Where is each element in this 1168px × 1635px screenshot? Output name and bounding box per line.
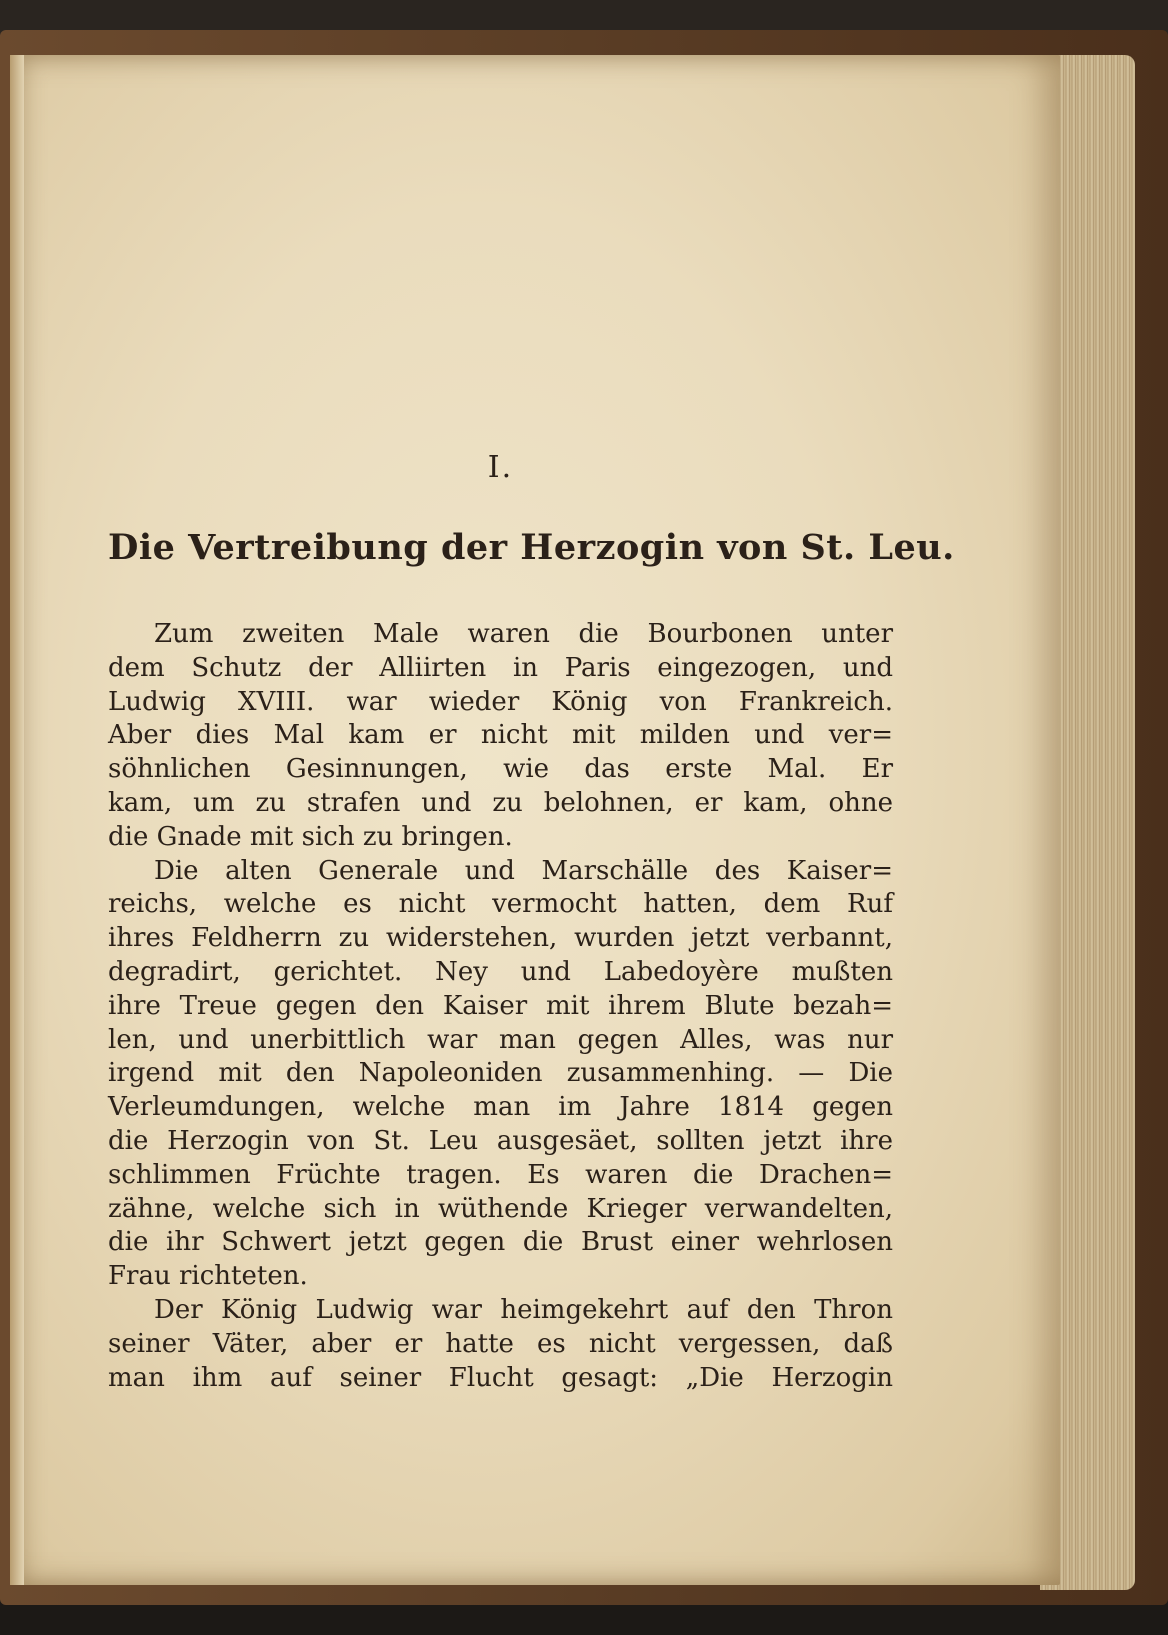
text-line: ihres Feldherrn zu widerstehen, wurden jetzt verbannt, bbox=[108, 923, 893, 954]
text-line: schlimmen Früchte tragen. Es waren die Drachen= bbox=[108, 1159, 893, 1190]
text-line: die Gnade mit sich zu bringen. bbox=[108, 821, 513, 852]
chapter-title: Die Vertreibung der Herzogin von St. Leu. bbox=[108, 527, 955, 568]
text-line: Der König Ludwig war heimgekehrt auf den Thron bbox=[154, 1294, 893, 1325]
text-line: Aber dies Mal kam er nicht mit milden und ver= bbox=[108, 720, 893, 751]
text-line: söhnlichen Gesinnungen, wie das erste Mal. Er bbox=[108, 754, 893, 785]
text-line: dem Schutz der Alliirten in Paris eingezogen, und bbox=[108, 652, 893, 683]
text-line: Zum zweiten Male waren die Bourbonen unter bbox=[154, 619, 893, 649]
page-gutter bbox=[10, 55, 24, 1585]
text-line: irgend mit den Napoleoniden zusammenhing. — Die bbox=[108, 1058, 893, 1089]
text-line: len, und unerbittlich war man gegen Alles, was nur bbox=[108, 1024, 893, 1055]
text-line: Die alten Generale und Marschälle des Kaiser= bbox=[154, 855, 893, 886]
text-line: zähne, welche sich in wüthende Krieger verwandelten, bbox=[108, 1193, 893, 1224]
paragraph-2 bbox=[108, 855, 893, 1294]
text-line: man ihm auf seiner Flucht gesagt: „Die Herzogin bbox=[108, 1362, 893, 1393]
text-line: Verleumdungen, welche man im Jahre 1814 gegen bbox=[108, 1092, 893, 1123]
paragraph-3 bbox=[108, 1294, 893, 1395]
text-line: Ludwig XVIII. war wieder König von Frankreich. bbox=[108, 686, 893, 717]
text-line: degradirt, gerichtet. Ney und Labedoyère mußten bbox=[108, 956, 893, 987]
text-line: ihre Treue gegen den Kaiser mit ihrem Blute bezah= bbox=[108, 990, 893, 1021]
text-line: Frau richteten. bbox=[108, 1261, 308, 1292]
paragraph-1 bbox=[108, 618, 893, 855]
text-line: seiner Väter, aber er hatte es nicht vergessen, daß bbox=[108, 1328, 893, 1359]
text-line: die Herzogin von St. Leu ausgesäet, sollten jetzt ihre bbox=[108, 1125, 893, 1156]
text-line: reichs, welche es nicht vermocht hatten, dem Ruf bbox=[108, 889, 893, 920]
text-line: die ihr Schwert jetzt gegen die Brust einer wehrlosen bbox=[108, 1227, 893, 1258]
chapter-number: I. bbox=[487, 450, 514, 485]
page-text bbox=[108, 450, 955, 1395]
text-line: kam, um zu strafen und zu belohnen, er kam, ohne bbox=[108, 787, 893, 818]
